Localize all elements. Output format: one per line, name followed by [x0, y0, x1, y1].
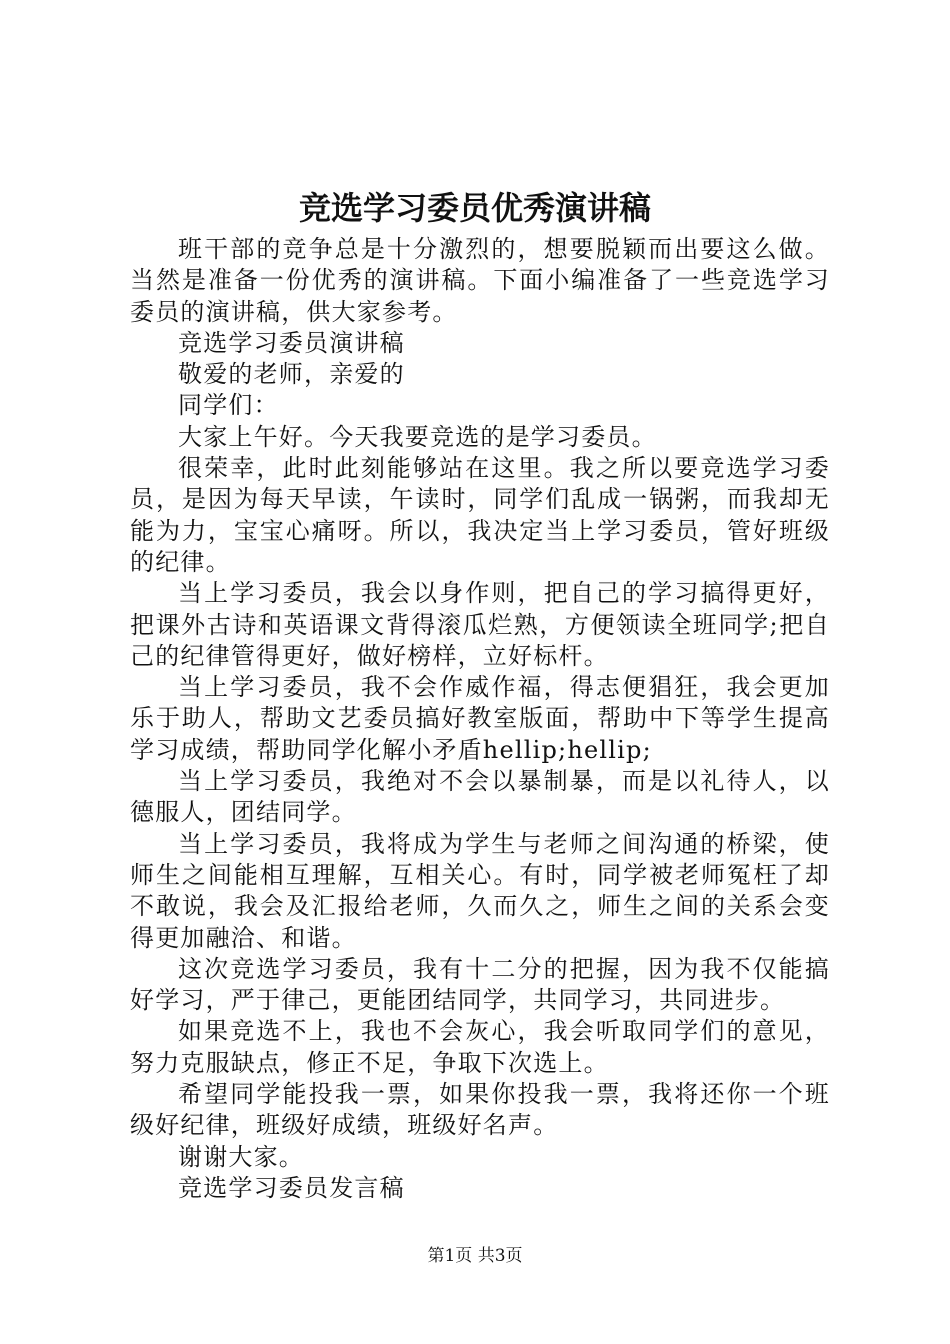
page-number-footer: 第1页 共3页 — [427, 1246, 523, 1266]
paragraph: 竞选学习委员演讲稿 — [178, 328, 405, 357]
paragraph: 班干部的竞争总是十分激烈的，想要脱颖而出要这么做。当然是准备一份优秀的演讲稿。下面小编准备了一些竞选学习委员的演讲稿，供大家参考。 — [130, 235, 830, 326]
paragraph: 大家上午好。今天我要竞选的是学习委员。 — [178, 422, 657, 451]
document-body — [130, 234, 830, 1204]
paragraph: 当上学习委员，我会以身作则，把自己的学习搞得更好，把课外古诗和英语课文背得滚瓜烂熟，方便领读全班同学;把自己的纪律管得更好，做好榜样，立好标杆。 — [130, 579, 830, 670]
paragraph: 很荣幸，此时此刻能够站在这里。我之所以要竞选学习委员，是因为每天早读，午读时，同学们乱成一锅粥，而我却无能为力，宝宝心痛呀。所以，我决定当上学习委员，管好班级的纪律。 — [130, 454, 830, 576]
paragraph: 同学们： — [178, 391, 279, 420]
document-title: 竞选学习委员优秀演讲稿 — [298, 189, 651, 227]
paragraph: 当上学习委员，我不会作威作福，得志便猖狂，我会更加乐于助人，帮助文艺委员搞好教室版面，帮助中下等学生提高学习成绩，帮助同学化解小矛盾hellip;hellip; — [130, 673, 830, 764]
paragraph: 谢谢大家。 — [178, 1142, 304, 1171]
paragraph: 当上学习委员，我将成为学生与老师之间沟通的桥梁，使师生之间能相互理解，互相关心。有时，同学被老师冤枉了却不敢说，我会及汇报给老师，久而久之，师生之间的关系会变得更加融洽、和谐。 — [130, 829, 830, 952]
paragraph: 希望同学能投我一票，如果你投我一票，我将还你一个班级好纪律，班级好成绩，班级好名声。 — [130, 1080, 830, 1140]
paragraph: 竞选学习委员发言稿 — [178, 1173, 405, 1202]
paragraph: 敬爱的老师，亲爱的 — [178, 360, 405, 389]
paragraph: 如果竞选不上，我也不会灰心，我会听取同学们的意见，努力克服缺点，修正不足，争取下次选上。 — [130, 1017, 830, 1077]
paragraph: 这次竞选学习委员，我有十二分的把握，因为我不仅能搞好学习，严于律己，更能团结同学，共同学习，共同进步。 — [130, 954, 830, 1015]
paragraph: 当上学习委员，我绝对不会以暴制暴，而是以礼待人，以德服人，团结同学。 — [130, 767, 830, 827]
